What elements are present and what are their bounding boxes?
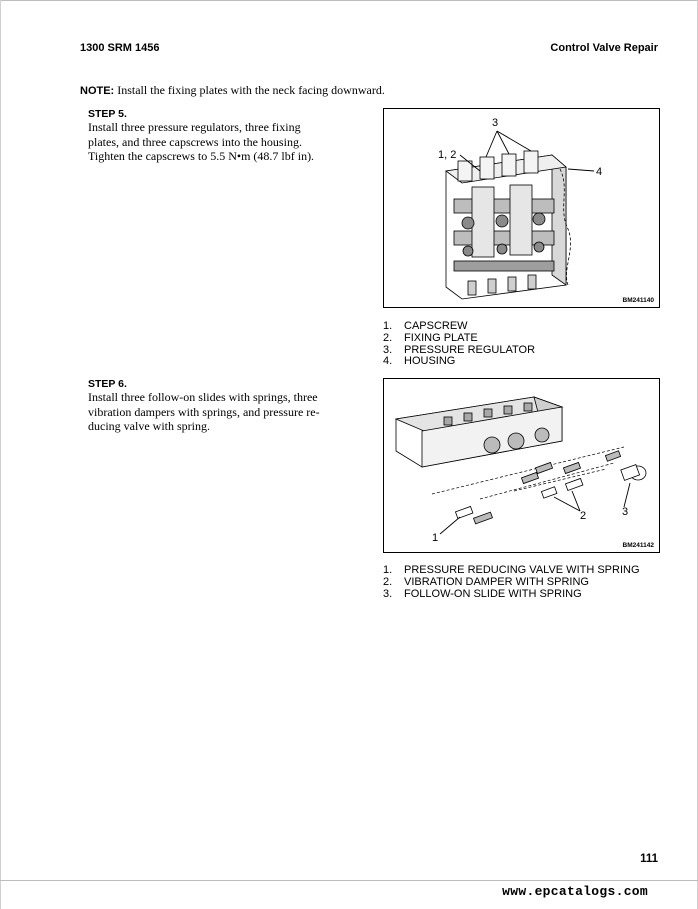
legend-num: 2.	[383, 575, 393, 588]
page-border-left	[0, 0, 1, 909]
figure-valve-components	[383, 378, 660, 553]
step5-body	[88, 120, 356, 164]
watermark-link[interactable]: www.epcatalogs.com	[502, 884, 648, 899]
page-border-bottom	[0, 880, 698, 881]
step5-line: Tighten the capscrews to 5.5 N•m (48.7 lbf in).	[88, 149, 315, 163]
manual-code: 1300 SRM 1456	[80, 42, 160, 54]
legend-text: VIBRATION DAMPER WITH SPRING	[404, 575, 589, 588]
legend-item	[383, 577, 640, 589]
legend-text: CAPSCREW	[404, 320, 468, 332]
step6-body	[88, 390, 356, 434]
valve-housing-illustration	[384, 109, 659, 307]
fig2-callout-1: 1	[432, 532, 439, 544]
section-title: Control Valve Repair	[550, 42, 658, 54]
step5-line: plates, and three capscrews into the housing.	[88, 134, 302, 149]
note	[80, 83, 385, 98]
fig1-callout-3: 3	[492, 117, 499, 129]
fig1-callout-1-2: 1, 2	[438, 149, 457, 161]
valve-components-illustration	[384, 379, 659, 552]
fig2-callout-3: 3	[622, 506, 629, 518]
figure-id: BM241140	[622, 297, 654, 304]
step5-line: Install three pressure regulators, three fixing	[88, 120, 301, 134]
legend-text: FOLLOW-ON SLIDE WITH SPRING	[404, 587, 582, 600]
legend-num: 1.	[383, 564, 393, 576]
note-label: NOTE:	[80, 85, 115, 97]
figure-id: BM241142	[622, 542, 654, 549]
step5-title: STEP 5.	[88, 108, 127, 120]
figure-valve-housing	[383, 108, 660, 308]
legend-num: 1.	[383, 320, 393, 332]
legend-num: 3.	[383, 587, 393, 600]
fig1-callout-4: 4	[596, 166, 603, 178]
figure1-legend	[383, 321, 535, 368]
legend-num: 3.	[383, 343, 393, 356]
legend-text: FIXING PLATE	[404, 331, 478, 344]
figure2-legend	[383, 565, 640, 600]
note-text: Install the fixing plates with the neck facing downward.	[117, 83, 385, 97]
legend-text: PRESSURE REDUCING VALVE WITH SPRING	[404, 564, 640, 576]
step6-line: Install three follow-on slides with springs, three	[88, 390, 318, 404]
step6-line: vibration dampers with springs, and pressure re-	[88, 404, 320, 419]
legend-item	[383, 356, 535, 368]
legend-item	[383, 333, 535, 345]
page-number: 111	[640, 853, 658, 865]
page-border-top	[0, 0, 698, 1]
legend-num: 2.	[383, 331, 393, 344]
legend-item	[383, 589, 640, 601]
legend-num: 4.	[383, 355, 393, 368]
fig2-callout-2: 2	[580, 510, 587, 522]
step6-line: ducing valve with spring.	[88, 419, 210, 433]
legend-text: HOUSING	[404, 355, 456, 368]
step6-title: STEP 6.	[88, 378, 127, 390]
legend-text: PRESSURE REGULATOR	[404, 343, 536, 356]
